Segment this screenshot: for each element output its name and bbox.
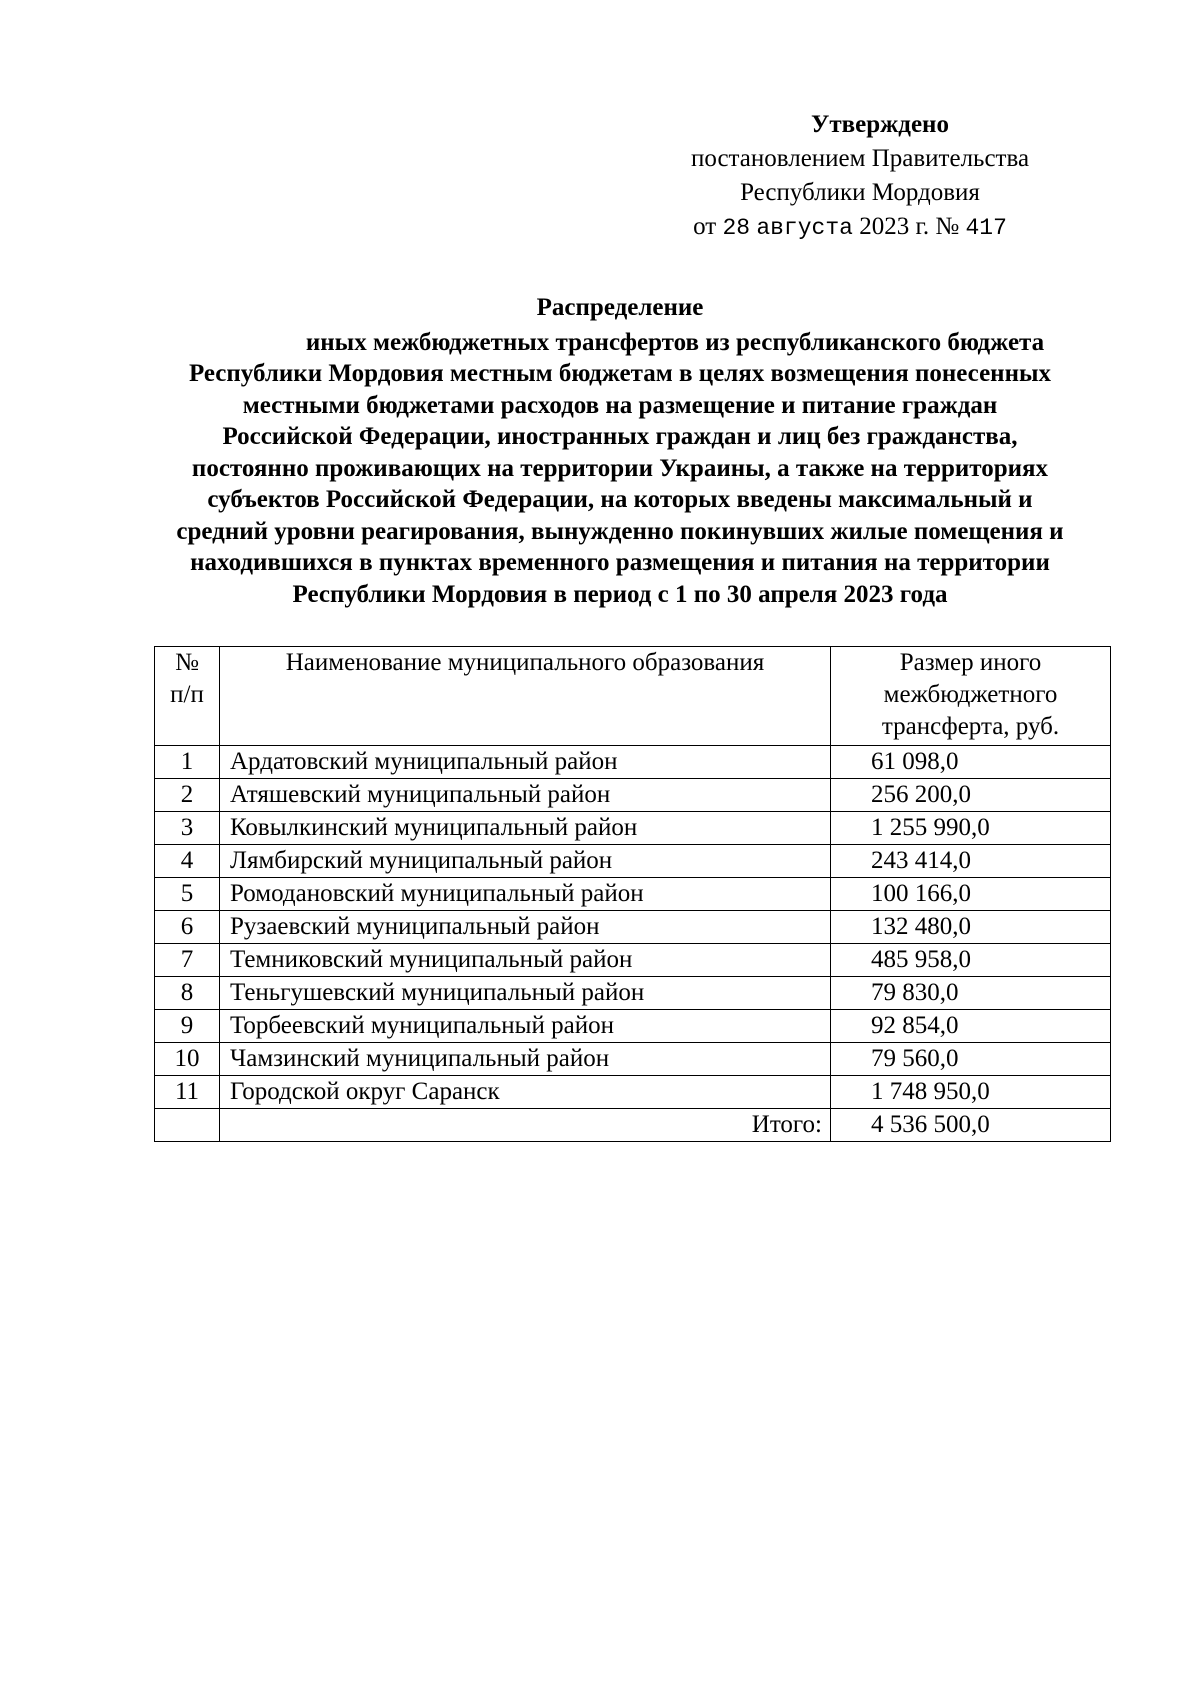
- date-day: 28: [722, 215, 751, 241]
- table-row: [155, 944, 1111, 977]
- date-prefix: от: [693, 213, 717, 240]
- row-number: 9: [155, 1010, 220, 1043]
- header-value: [831, 647, 1111, 746]
- row-name: Лямбирский муниципальный район: [220, 845, 831, 878]
- row-name: Ромодановский муниципальный район: [220, 878, 831, 911]
- table-row: [155, 746, 1111, 779]
- row-name: Ковылкинский муниципальный район: [220, 812, 831, 845]
- row-name: Атяшевский муниципальный район: [220, 779, 831, 812]
- header-number-line-1: №: [175, 649, 199, 676]
- title-line: средний уровни реагирования, вынужденно покинувших жилые помещения и: [176, 517, 1064, 545]
- header-value-line-3: трансферта, руб.: [881, 713, 1060, 740]
- row-number: 6: [155, 911, 220, 944]
- table-row: [155, 911, 1111, 944]
- date-year: 2023 г. №: [859, 213, 960, 240]
- title-line: находившихся в пунктах временного размещения и питания на территории: [190, 549, 1050, 576]
- row-value: 256 200,0: [831, 779, 1111, 812]
- table-header-row: [155, 647, 1111, 746]
- row-name: Ардатовский муниципальный район: [220, 746, 831, 779]
- document-title: [150, 292, 1090, 610]
- row-name: Рузаевский муниципальный район: [220, 911, 831, 944]
- title-line: Республики Мордовия местным бюджетам в целях возмещения понесенных: [188, 360, 1052, 387]
- total-value: 4 536 500,0: [831, 1109, 1111, 1142]
- row-value: 79 830,0: [831, 977, 1111, 1010]
- title-line: иных межбюджетных трансфертов из республиканского бюджета: [305, 328, 1045, 356]
- row-number: 2: [155, 779, 220, 812]
- total-empty-cell: [155, 1109, 220, 1142]
- title-line: постоянно проживающих на территории Украины, а также на территориях: [191, 454, 1049, 482]
- header-number-line-2: п/п: [170, 681, 204, 708]
- header-number: [155, 647, 220, 746]
- table-row: [155, 845, 1111, 878]
- table-row: [155, 1010, 1111, 1043]
- table-row: [155, 1043, 1111, 1076]
- doc-number: 417: [965, 215, 1007, 241]
- row-name: Теньгушевский муниципальный район: [220, 977, 831, 1010]
- row-name: Темниковский муниципальный район: [220, 944, 831, 977]
- row-value: 485 958,0: [831, 944, 1111, 977]
- approval-line-2: Республики Мордовия: [740, 179, 980, 206]
- table-row: [155, 779, 1111, 812]
- row-value: 92 854,0: [831, 1010, 1111, 1043]
- row-name: Городской округ Саранск: [220, 1076, 831, 1109]
- row-number: 11: [155, 1076, 220, 1109]
- header-name: Наименование муниципального образования: [220, 647, 831, 746]
- row-number: 7: [155, 944, 220, 977]
- total-label: Итого:: [220, 1109, 831, 1142]
- row-name: Чамзинский муниципальный район: [220, 1043, 831, 1076]
- title-line: Республики Мордовия в период с 1 по 30 апреля 2023 года: [292, 580, 948, 608]
- approval-line-1: постановлением Правительства: [690, 145, 1030, 172]
- title-line: Российской Федерации, иностранных граждан и лиц без гражданства,: [222, 423, 1018, 450]
- row-value: 1 255 990,0: [831, 812, 1111, 845]
- table-row: [155, 1076, 1111, 1109]
- title-line: местными бюджетами расходов на размещение и питание граждан: [242, 391, 998, 419]
- row-value: 1 748 950,0: [831, 1076, 1111, 1109]
- row-value: 79 560,0: [831, 1043, 1111, 1076]
- approval-stamp: [640, 108, 1080, 245]
- table-row: [155, 878, 1111, 911]
- row-value: 243 414,0: [831, 845, 1111, 878]
- row-number: 10: [155, 1043, 220, 1076]
- row-number: 3: [155, 812, 220, 845]
- table-row: [155, 977, 1111, 1010]
- row-name: Торбеевский муниципальный район: [220, 1010, 831, 1043]
- row-value: 61 098,0: [831, 746, 1111, 779]
- title-line: субъектов Российской Федерации, на которых введены максимальный и: [207, 486, 1033, 513]
- date-month: августа: [756, 215, 853, 241]
- row-value: 100 166,0: [831, 878, 1111, 911]
- row-number: 8: [155, 977, 220, 1010]
- row-number: 4: [155, 845, 220, 878]
- row-number: 1: [155, 746, 220, 779]
- title-heading: Распределение: [536, 294, 704, 321]
- header-value-line-1: Размер иного: [899, 649, 1042, 676]
- approval-date-line: [620, 210, 1080, 245]
- row-number: 5: [155, 878, 220, 911]
- transfers-table: [154, 646, 1111, 1142]
- header-value-line-2: межбюджетного: [883, 681, 1058, 708]
- approval-word: Утверждено: [811, 111, 949, 138]
- table-row: [155, 812, 1111, 845]
- row-value: 132 480,0: [831, 911, 1111, 944]
- table-total-row: [155, 1109, 1111, 1142]
